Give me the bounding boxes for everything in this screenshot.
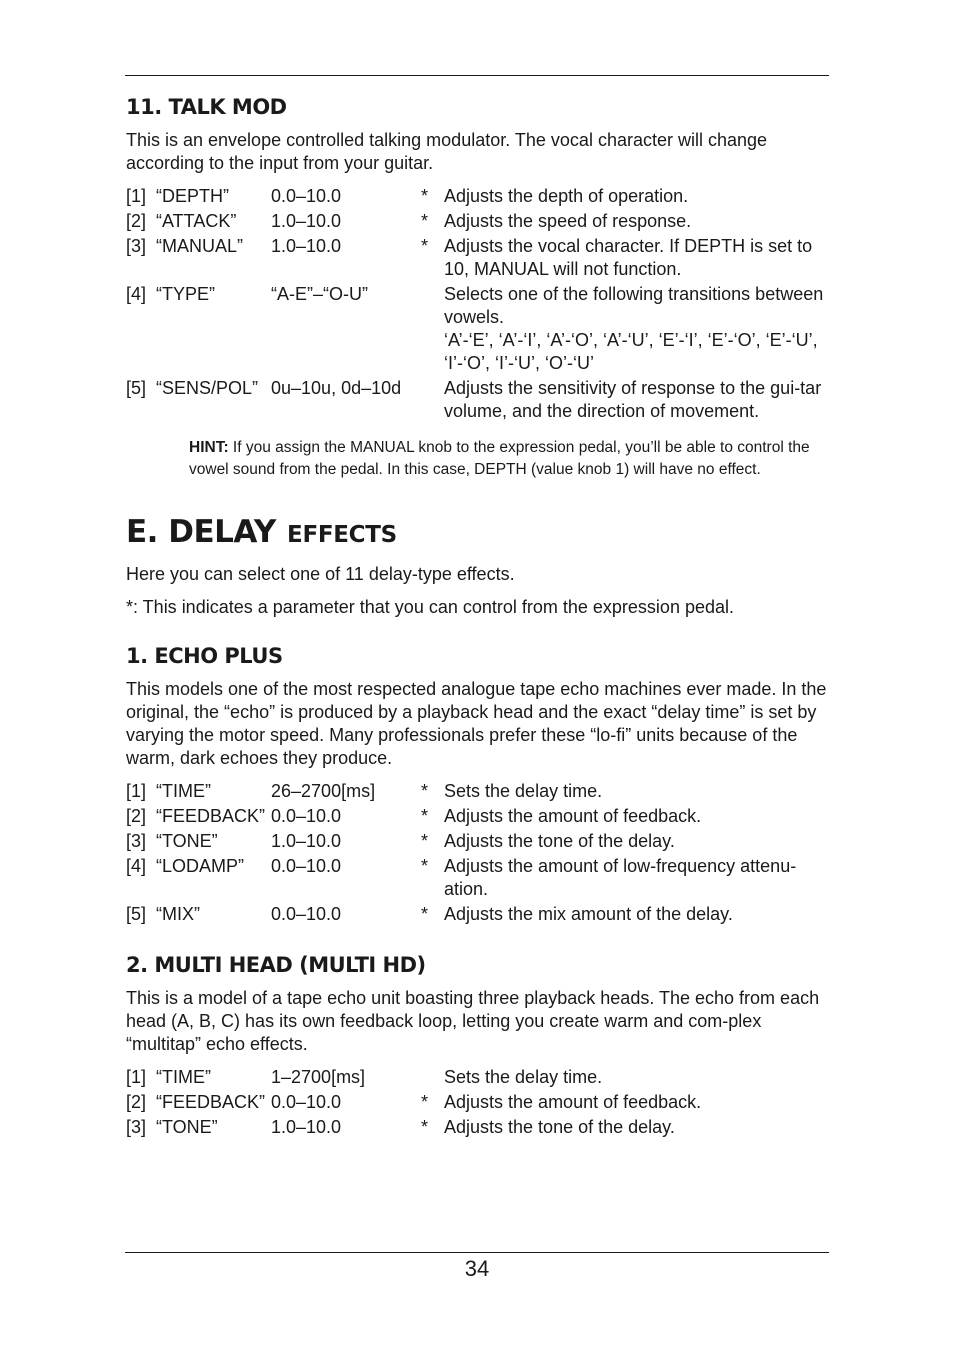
param-description: Adjusts the tone of the delay.	[444, 1117, 675, 1138]
param-row	[126, 903, 830, 926]
param-name: “FEEDBACK”	[156, 806, 266, 827]
pedal-marker: *	[421, 781, 429, 802]
param-name: “TIME”	[156, 781, 211, 802]
param-name: “FEEDBACK”	[156, 1092, 266, 1113]
pedal-marker: *	[421, 186, 429, 207]
param-range: 0.0–10.0	[271, 806, 342, 827]
param-number: [1]	[126, 186, 147, 207]
param-name: “SENS/POL”	[156, 378, 259, 399]
param-row	[126, 1066, 830, 1089]
param-name: “TONE”	[156, 1117, 218, 1138]
talk-mod-intro: This is an envelope controlled talking modulator. The vocal character will change according to the input from your guitar.	[126, 130, 768, 174]
hint-text: If you assign the MANUAL knob to the expression pedal, you’ll be able to control the vowel sound from the pedal. In this case, DEPTH (value knob 1) will have no effect.	[189, 439, 810, 478]
param-name: “DEPTH”	[156, 186, 229, 207]
param-range: “A-E”–“O-U”	[271, 284, 368, 305]
param-number: [2]	[126, 1092, 147, 1113]
param-range: 26–2700[ms]	[271, 781, 376, 802]
param-name: “TYPE”	[156, 284, 216, 305]
param-number: [5]	[126, 378, 147, 399]
param-row	[126, 1116, 830, 1139]
echo-plus-param-table	[126, 780, 830, 926]
pedal-marker: *	[421, 831, 429, 852]
param-row	[126, 780, 830, 803]
pedal-marker: *	[421, 1117, 429, 1138]
param-description: Adjusts the amount of low-frequency attenu-ation.	[444, 856, 797, 900]
param-row	[126, 1091, 830, 1114]
param-row	[126, 283, 830, 375]
chapter-heading-delay	[126, 514, 830, 549]
vowel-transition-list: ‘A’-‘E’, ‘A’-‘I’, ‘A’-‘O’, ‘A’-‘U’, ‘E’-‘I’, ‘E’-‘O’, ‘E’-‘U’, ‘I’-‘O’, ‘I’-‘U’, ‘O’-‘U’	[444, 330, 818, 374]
section-heading-talk-mod: 11. TALK MOD	[126, 95, 287, 119]
param-number: [3]	[126, 236, 147, 257]
param-description: Adjusts the tone of the delay.	[444, 831, 675, 852]
param-number: [1]	[126, 1067, 147, 1088]
pedal-marker: *	[421, 211, 429, 232]
page-content	[126, 96, 830, 1141]
param-number: [3]	[126, 1117, 147, 1138]
multi-head-param-table	[126, 1066, 830, 1139]
param-number: [2]	[126, 806, 147, 827]
param-description: Adjusts the depth of operation.	[444, 186, 689, 207]
chapter-heading-sub: EFFECTS	[287, 522, 397, 549]
param-range: 1–2700[ms]	[271, 1067, 366, 1088]
param-description: Adjusts the mix amount of the delay.	[444, 904, 733, 925]
pedal-marker: *	[421, 904, 429, 925]
param-range: 0.0–10.0	[271, 856, 342, 877]
bottom-rule	[125, 1252, 829, 1253]
param-range: 1.0–10.0	[271, 236, 342, 257]
param-description	[444, 283, 830, 375]
hint-box	[189, 437, 819, 480]
param-row	[126, 830, 830, 853]
param-description: Sets the delay time.	[444, 1067, 603, 1088]
top-rule	[125, 75, 829, 76]
param-description: Adjusts the amount of feedback.	[444, 1092, 702, 1113]
pedal-marker: *	[421, 806, 429, 827]
param-description: Adjusts the vocal character. If DEPTH is set to 10, MANUAL will not function.	[444, 236, 813, 280]
param-row	[126, 185, 830, 208]
param-description-text: Selects one of the following transitions between vowels.	[444, 284, 824, 328]
param-number: [2]	[126, 211, 147, 232]
param-name: “TONE”	[156, 831, 218, 852]
param-name: “LODAMP”	[156, 856, 245, 877]
param-range: 0.0–10.0	[271, 904, 342, 925]
param-row	[126, 210, 830, 233]
param-number: [4]	[126, 856, 147, 877]
section-heading-multi-head: 2. MULTI HEAD (MULTI HD)	[126, 953, 426, 978]
section-heading-echo-plus: 1. ECHO PLUS	[126, 644, 283, 669]
page-number: 34	[464, 1256, 490, 1281]
param-number: [3]	[126, 831, 147, 852]
param-name: “MANUAL”	[156, 236, 244, 257]
param-row	[126, 805, 830, 828]
param-row	[126, 855, 830, 901]
param-description: Adjusts the amount of feedback.	[444, 806, 702, 827]
param-number: [4]	[126, 284, 147, 305]
pedal-marker	[421, 283, 444, 375]
param-number: [5]	[126, 904, 147, 925]
param-name: “TIME”	[156, 1067, 211, 1088]
param-range: 1.0–10.0	[271, 211, 342, 232]
param-number: [1]	[126, 781, 147, 802]
param-range: 0.0–10.0	[271, 186, 342, 207]
param-description: Adjusts the sensitivity of response to the gui-tar volume, and the direction of movement.	[444, 378, 822, 422]
param-range: 0u–10u, 0d–10d	[271, 378, 402, 399]
pedal-note: *: This indicates a parameter that you can control from the expression pedal.	[126, 597, 734, 618]
param-range: 0.0–10.0	[271, 1092, 342, 1113]
echo-plus-intro: This models one of the most respected analogue tape echo machines ever made. In the original, the “echo” is produced by a playback head and the exact “delay time” is set by varying the motor speed. Many professionals prefer these “lo-fi” units because of the warm, dark echoes they produce.	[126, 679, 827, 769]
param-description: Adjusts the speed of response.	[444, 211, 692, 232]
pedal-marker: *	[421, 236, 429, 257]
chapter-heading-main: E. DELAY	[126, 514, 276, 551]
param-description: Sets the delay time.	[444, 781, 603, 802]
param-name: “ATTACK”	[156, 211, 237, 232]
param-row	[126, 377, 830, 423]
pedal-marker: *	[421, 1092, 429, 1113]
param-range: 1.0–10.0	[271, 831, 342, 852]
pedal-marker	[421, 1066, 444, 1089]
pedal-marker: *	[421, 856, 429, 877]
pedal-marker	[421, 377, 444, 423]
param-range: 1.0–10.0	[271, 1117, 342, 1138]
hint-label: HINT:	[189, 439, 229, 457]
param-name: “MIX”	[156, 904, 200, 925]
talk-mod-param-table	[126, 185, 830, 423]
delay-intro: Here you can select one of 11 delay-type effects.	[126, 564, 515, 585]
multi-head-intro: This is a model of a tape echo unit boasting three playback heads. The echo from each head (A, B, C) has its own feedback loop, letting you create warm and com-plex “multitap” echo effects.	[126, 988, 820, 1055]
param-row	[126, 235, 830, 281]
